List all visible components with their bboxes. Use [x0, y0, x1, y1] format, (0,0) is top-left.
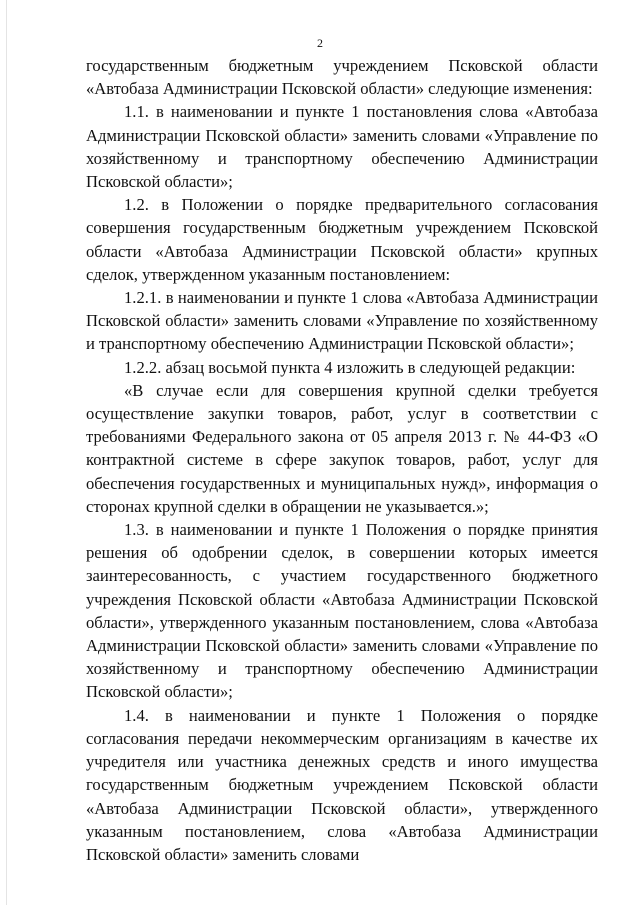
paragraph-continuation: государственным бюджетным учреждением Псковской области «Автобаза Администрации Псковской области» следующие изменения:	[86, 56, 598, 99]
scan-edge-line	[6, 0, 7, 905]
paragraph-1-2-1: 1.2.1. в наименовании и пункте 1 слова «Автобаза Администрации Псковской области» заменить словами «Управление по хозяйственному и транспортному обеспечению Администрации Псковской области»;	[86, 288, 598, 354]
page-number: 2	[317, 36, 323, 50]
paragraph-1-2-2: 1.2.2. абзац восьмой пункта 4 изложить в следующей редакции:	[124, 357, 576, 377]
paragraph-1-2: 1.2. в Положении о порядке предварительного согласования совершения государственным бюджетным учреждением Псковской области «Автобаза Администрации Псковской области» крупных сделок, утвержденном указанным постановлением:	[86, 195, 598, 284]
document-body	[86, 54, 598, 866]
paragraph-1-3: 1.3. в наименовании и пункте 1 Положения о порядке принятия решения об одобрении сделок, в совершении которых имеется заинтересованность, с участием государственного бюджетного учреждения Псковской области «Автобаза Администрации Псковской области», утвержденного указанным постановлением, слова «Автобаза Администрации Псковской области» заменить словами «Управление по хозяйственному и транспортному обеспечению Администрации Псковской области»;	[86, 520, 598, 702]
paragraph-quote: «В случае если для совершения крупной сделки требуется осуществление закупки товаров, работ, услуг в соответствии с требованиями Федерального закона от 05 апреля 2013 г. № 44-ФЗ «О контрактной системе в сфере закупок товаров, работ, услуг для обеспечения государственных и муниципальных нужд», информация о сторонах крупной сделки в обращении не указывается.»;	[86, 380, 598, 516]
paragraph-1-4: 1.4. в наименовании и пункте 1 Положения о порядке согласования передачи некоммерческим организациям в качестве их учредителя или участника денежных средств и иного имущества государственным бюджетным учреждением Псковской области «Автобаза Администрации Псковской области», утвержденного указанным постановлением, слова «Автобаза Администрации Псковской области» заменить словами	[86, 705, 598, 864]
paragraph-1-1: 1.1. в наименовании и пункте 1 постановления слова «Автобаза Администрации Псковской области» заменить словами «Управление по хозяйственному и транспортному обеспечению Администрации Псковской области»;	[86, 102, 598, 192]
